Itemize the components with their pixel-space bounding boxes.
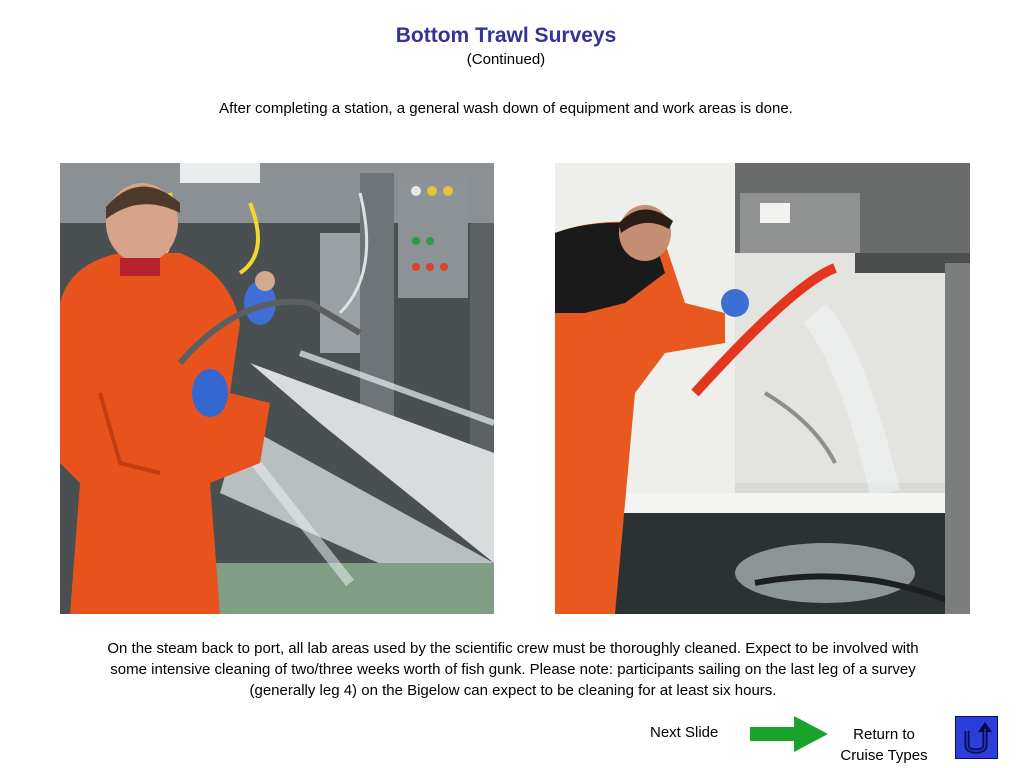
body-line-2: some intensive cleaning of two/three weeks worth of fish gunk. Please note: participants sailing on the last leg of a survey (110, 661, 916, 678)
u-turn-arrow-icon (956, 717, 997, 758)
next-slide-arrow-icon[interactable] (750, 716, 830, 752)
body-paragraph (40, 638, 986, 701)
return-button[interactable] (955, 716, 998, 759)
photo-washdown-wall (555, 163, 970, 614)
return-label-line-1: Return to (853, 726, 915, 743)
page-title: Bottom Trawl Surveys (395, 24, 617, 47)
photo-washdown-conveyor (60, 163, 494, 614)
page-subtitle: (Continued) (466, 51, 546, 68)
body-line-3: (generally leg 4) on the Bigelow can expect to be cleaning for at least six hours. (249, 682, 777, 699)
next-slide-link[interactable]: Next Slide (650, 724, 719, 741)
return-label-line-2: Cruise Types (840, 747, 928, 764)
intro-text: After completing a station, a general wash down of equipment and work areas is done. (219, 100, 793, 117)
return-to-cruise-types-link[interactable] (826, 724, 942, 766)
body-line-1: On the steam back to port, all lab areas used by the scientific crew must be thoroughly cleaned. Expect to be involved with (107, 640, 919, 657)
